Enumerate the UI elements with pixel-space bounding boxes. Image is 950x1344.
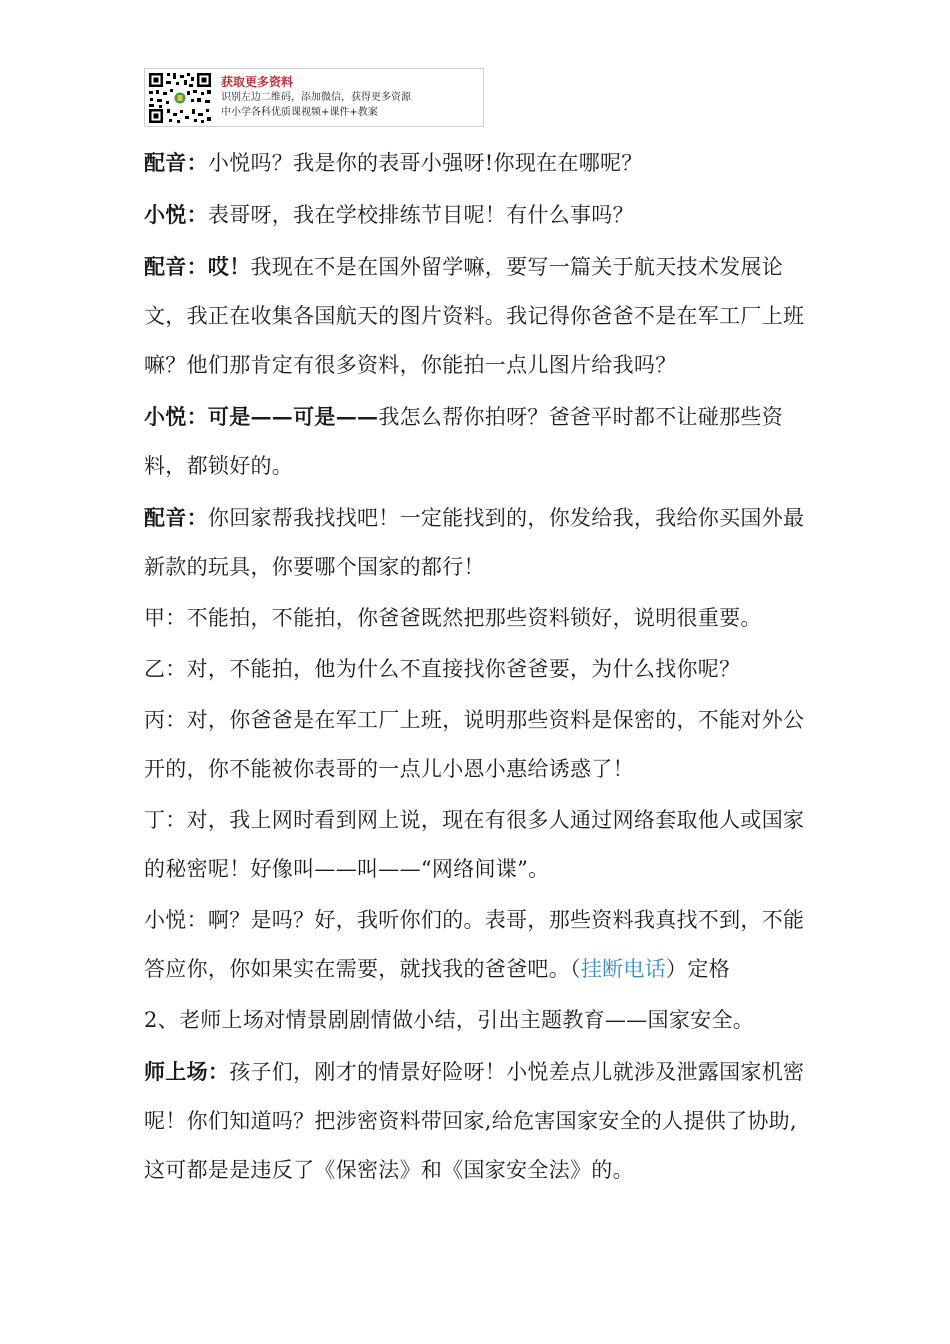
paragraph — [144, 242, 809, 390]
paragraph-text: 小悦吗？我是你的表哥小强呀!你现在在哪呢？ — [207, 151, 643, 175]
paragraph-text: 我现在不是在国外留学嘛，要写一篇关于航天技术发展论文，我正在收集各国航天的图片资料。我记得你爸爸不是在军工厂上班嘛？他们那肯定有很多资料，你能拍一点儿图片给我吗？ — [144, 255, 805, 377]
document-body — [144, 138, 809, 1195]
paragraph-text: 表哥呀，我在学校排练节目呢！有什么事吗？ — [207, 203, 634, 227]
speaker-label: 配音： — [144, 505, 208, 530]
paragraph — [144, 138, 809, 188]
paragraph-text: 你回家帮我找找吧！一定能找到的，你发给我，我给你买国外最新款的玩具，你要哪个国家的都行！ — [144, 506, 805, 579]
speaker-label: 配音：哎！ — [144, 254, 251, 279]
speaker-label: 师上场： — [144, 1059, 230, 1084]
hang-up-link[interactable]: 挂断电话 — [580, 957, 667, 981]
banner-line-2: 中小学各科优质课视频+课件+教案 — [221, 107, 378, 118]
paragraph — [144, 896, 809, 994]
paragraph — [144, 796, 809, 894]
speaker-label: 小悦： — [144, 202, 208, 227]
paragraph-text: 2、老师上场对情景剧剧情做小结，引出主题教育——国家安全。 — [144, 1008, 755, 1032]
paragraph — [144, 996, 809, 1045]
paragraph-text: 甲：不能拍，不能拍，你爸爸既然把那些资料锁好，说明很重要。 — [144, 606, 762, 630]
paragraph — [144, 594, 809, 643]
paragraph-text: 乙：对，不能拍，他为什么不直接找你爸爸要，为什么找你呢？ — [144, 657, 741, 681]
paragraph-text: 丁：对，我上网时看到网上说，现在有很多人通过网络套取他人或国家的秘密呢！好像叫——叫——“网络间谍”。 — [144, 808, 805, 881]
speaker-label: 小悦：可是——可是—— — [144, 404, 379, 429]
paragraph — [144, 392, 809, 491]
paragraph-tail: ）定格 — [666, 957, 730, 981]
paragraph — [144, 1047, 809, 1195]
qr-code-icon — [147, 71, 213, 125]
paragraph — [144, 493, 809, 592]
paragraph-text: 孩子们，刚才的情景好险呀！小悦差点儿就涉及泄露国家机密呢！你们知道吗？把涉密资料带回家,给危害国家安全的人提供了协助,这可都是是违反了《保密法》和《国家安全法》的。 — [144, 1060, 805, 1182]
paragraph — [144, 190, 809, 240]
speaker-label: 配音： — [144, 150, 208, 175]
paragraph — [144, 696, 809, 794]
paragraph-text: 小悦：啊？是吗？好，我听你们的。表哥，那些资料我真找不到，不能答应你，你如果实在需要，就找我的爸爸吧。（ — [144, 908, 805, 981]
banner-title: 获取更多资料 — [221, 75, 294, 89]
paragraph-text: 我怎么帮你拍呀？爸爸平时都不让碰那些资料，都锁好的。 — [144, 405, 784, 478]
promo-banner[interactable] — [144, 68, 484, 127]
paragraph — [144, 645, 809, 694]
banner-text-group — [221, 74, 411, 120]
banner-line-1: 识别左边二维码，添加微信，获得更多资源 — [221, 92, 411, 103]
paragraph-text: 丙：对，你爸爸是在军工厂上班，说明那些资料是保密的，不能对外公开的，你不能被你表哥的一点儿小恩小惠给诱惑了！ — [144, 708, 805, 781]
